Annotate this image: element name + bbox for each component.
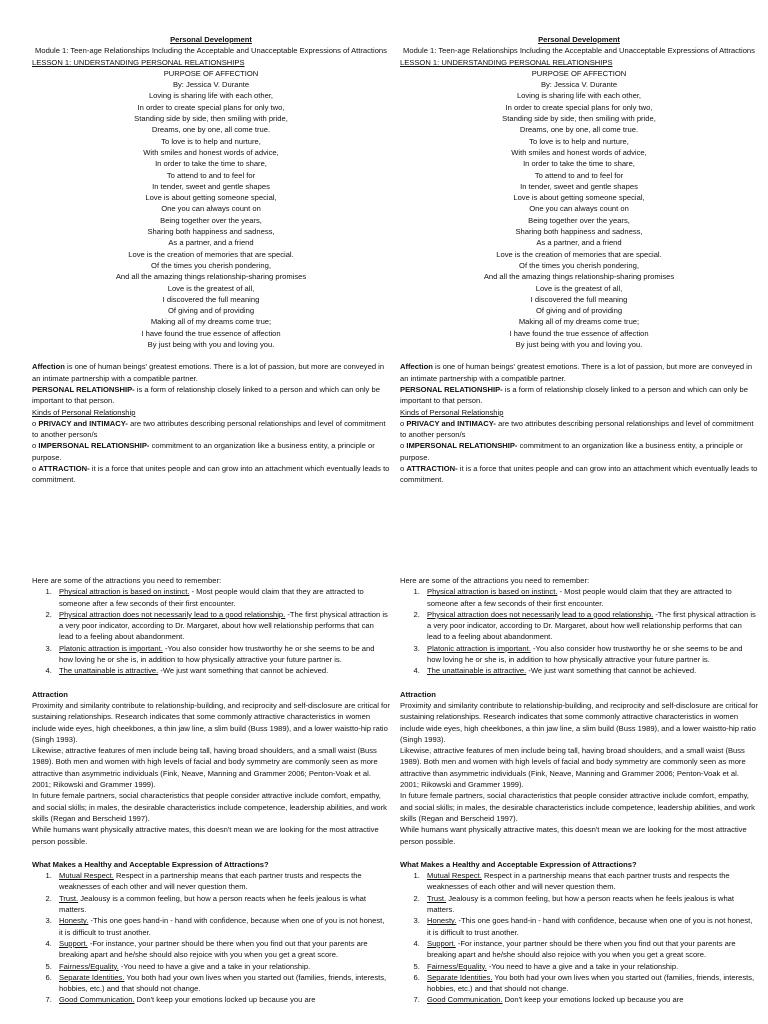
poem-line: In order to take the time to share,	[155, 159, 267, 169]
lesson-title: LESSON 1: UNDERSTANDING PERSONAL RELATIONSHIPS	[400, 57, 613, 67]
poem-author: By: Jessica V. Durante	[540, 80, 618, 90]
poem-line: Love is the creation of memories that are special.	[128, 249, 294, 259]
privacy-term: PRIVACY and INTIMACY-	[406, 418, 496, 428]
poem-line: Love is the greatest of all,	[167, 283, 255, 293]
poem-line: With smiles and honest words of advice,	[143, 147, 279, 157]
poem-line: In order to create special plans for only two,	[505, 102, 653, 112]
poem-line: I discovered the full meaning	[530, 294, 628, 304]
personal-term: PERSONAL RELATIONSHIP-	[400, 384, 503, 394]
list-item-label: Fairness/Equality.	[59, 961, 119, 971]
poem-line: Of the times you cherish pondering,	[151, 260, 271, 270]
list-item-text: -This one goes hand-in - hand with confidence, because when one of you is not honest, it is difficult to trust another.	[427, 916, 753, 937]
list-item	[422, 972, 758, 995]
list-item-label: Good Communication.	[59, 995, 135, 1005]
poem-line: And all the amazing things relationship-sharing promises	[483, 272, 675, 282]
poem-line: I have found the true essence of affection	[141, 328, 281, 338]
list-item-text: Don't keep your emotions locked up because you are	[502, 995, 684, 1005]
lesson-title: LESSON 1: UNDERSTANDING PERSONAL RELATIONSHIPS	[32, 57, 245, 67]
left-bottom-block	[32, 575, 390, 1006]
poem-line: In order to create special plans for only two,	[137, 102, 285, 112]
poem-line: Dreams, one by one, all come true.	[151, 125, 271, 135]
poem-line: And all the amazing things relationship-sharing promises	[115, 272, 307, 282]
list-item	[422, 586, 758, 609]
list-item-text: -The first physical attraction is a very poor indicator, according to Dr. Margaret, about how well relationship performs that can lead to a feeling about abandonment.	[59, 609, 388, 642]
poem-line: Making all of my dreams come true;	[150, 317, 272, 327]
poem-body	[400, 90, 758, 350]
poem-line: Of giving and of providing	[167, 306, 255, 316]
attraction-text: it is a force that unites people and can grow into an attachment which eventually leads to commitment.	[32, 463, 390, 485]
list-item	[54, 609, 390, 643]
list-item-text: -We just want something that cannot be achieved.	[526, 666, 697, 676]
poem-line: Loving is sharing life with each other,	[148, 91, 274, 101]
list-item-text: -You need to have a give and a take in your relationship.	[486, 961, 679, 971]
list-item-label: Separate Identities.	[59, 972, 125, 982]
list-item-text: -For instance, your partner should be there when you find out that your parents are breaking apart and he/she should also rejoice with you when you get a great score.	[59, 938, 368, 960]
list-item-label: Good Communication.	[427, 995, 503, 1005]
module-title: Module 1: Teen-age Relationships Including the Acceptable and Unacceptable Expressions of Attractions	[403, 46, 755, 56]
poem-line: To love is to help and nurture,	[529, 136, 629, 146]
list-item-text: Respect in a partnership means that each partner trusts and respects the weaknesses of each other and will never question them.	[59, 871, 362, 892]
list-item	[422, 961, 758, 972]
affection-text: is one of human beings' greatest emotions. There is a lot of passion, but more are conveyed in an intimate partnership with a compatible partner.	[400, 362, 753, 383]
list-item	[54, 586, 390, 609]
list-item-label: Support.	[59, 938, 88, 948]
list-item	[54, 994, 390, 1005]
privacy-text: are two attributes describing personal relationships and level of commitment to another person/s	[32, 418, 386, 440]
poem-line: Love is about getting someone special,	[145, 193, 277, 203]
attractions-intro: Here are some of the attractions you need to remember:	[400, 576, 590, 585]
poem-line: Sharing both happiness and sadness,	[515, 227, 643, 237]
affection-term: Affection	[32, 362, 65, 372]
attraction-paragraph-3: In future female partners, social characteristics that people consider attractive include comfort, empathy, and social skills; in males, the desirable characteristics include competence, leadership abilities, and work skills (Regan and Berscheid 1997).	[400, 791, 755, 823]
attraction-paragraph-2: Likewise, attractive features of men include being tall, having broad shoulders, and a small waist (Buss 1989). Both men and women with high levels of facial and body symmetry are commonly seen as more attractive than asymmetric individuals (Fink, Neave, Manning and Grammer 2006; Penton-Voak et al. 2001; Rikowski and Grammer 1999).	[400, 746, 746, 790]
attraction-paragraph-1: Proximity and similarity contribute to relationship-building, and reciprocity and self-disclosure are critical for sustaining relationships. Research indicates that some commonly attractive characteristics in women include wide eyes, high cheekbones, a thin jaw line, a slim build (Buss 1989), and a lower waistto-hip ratio (Singh 1993).	[400, 700, 758, 744]
list-item-label: Physical attraction does not necessarily lead to a good relationship.	[59, 609, 286, 619]
impersonal-definition	[400, 440, 758, 463]
list-item	[54, 915, 390, 938]
list-item	[422, 938, 758, 961]
list-item-label: Physical attraction is based on instinct.	[427, 587, 558, 597]
list-item-text: - Most people would claim that they are attracted to someone after a few seconds of their first encounter.	[427, 587, 732, 608]
personal-relationship-definition	[32, 384, 390, 407]
left-top-block	[32, 34, 390, 486]
kinds-heading: Kinds of Personal Relationship	[32, 407, 136, 417]
list-item	[422, 665, 758, 676]
list-item-text: You both had your own lives when you started out (families, friends, interests, hobbies, etc.) and that should not change.	[427, 972, 755, 994]
list-item-text: Respect in a partnership means that each partner trusts and respects the weaknesses of each other and will never question them.	[427, 871, 730, 892]
attraction-paragraph-2: Likewise, attractive features of men include being tall, having broad shoulders, and a small waist (Buss 1989). Both men and women with high levels of facial and body symmetry are commonly seen as more attractive than asymmetric individuals (Fink, Neave, Manning and Grammer 2006; Penton-Voak et al. 2001; Rikowski and Grammer 1999).	[32, 746, 378, 790]
poem-line: In tender, sweet and gentle shapes	[520, 181, 638, 191]
list-item-text: -We just want something that cannot be achieved.	[158, 666, 329, 676]
poem-line: In order to take the time to share,	[523, 159, 635, 169]
list-item	[54, 870, 390, 893]
attraction-heading: Attraction	[32, 689, 68, 699]
list-item-label: Mutual Respect.	[59, 871, 114, 881]
module-title: Module 1: Teen-age Relationships Including the Acceptable and Unacceptable Expressions of Attractions	[35, 46, 387, 56]
poem-line: Standing side by side, then smiling with pride,	[134, 114, 288, 124]
list-item-label: Mutual Respect.	[427, 871, 482, 881]
poem-line: To attend to and to feel for	[534, 170, 624, 180]
affection-term: Affection	[400, 362, 433, 372]
list-item-text: -You also consider how trustworthy he or she seems to be and how loving he or she is, in addition to how physically attractive your future partner is.	[427, 643, 743, 665]
definitions-block	[32, 361, 390, 485]
attraction-term: ATTRACTION-	[406, 463, 458, 473]
poem-line: Of the times you cherish pondering,	[519, 260, 639, 270]
list-item-label: Platonic attraction is important.	[427, 643, 531, 653]
bullet-marker: o	[400, 463, 405, 473]
poem-line: As a partner, and a friend	[536, 238, 622, 248]
impersonal-term: IMPERSONAL RELATIONSHIP-	[406, 441, 518, 451]
attractions-intro: Here are some of the attractions you need to remember:	[32, 576, 222, 585]
personal-text: is a form of relationship closely linked to a person and which can only be important to that person.	[400, 384, 748, 406]
poem-line: One you can always count on	[161, 204, 261, 214]
attraction-paragraph-4: While humans want physically attractive mates, this doesn't mean we are looking for the most attractive person possible.	[400, 825, 747, 846]
poem-line: By just being with you and loving you.	[515, 340, 643, 350]
list-item-label: Physical attraction does not necessarily lead to a good relationship.	[427, 609, 654, 619]
kinds-heading: Kinds of Personal Relationship	[400, 407, 504, 417]
list-item	[54, 643, 390, 666]
poem-title: PURPOSE OF AFFECTION	[531, 68, 627, 78]
list-item-text: -You also consider how trustworthy he or she seems to be and how loving he or she is, in addition to how physically attractive your future partner is.	[59, 643, 375, 665]
list-item	[422, 915, 758, 938]
poem-line: Being together over the years,	[160, 215, 262, 225]
list-item	[54, 893, 390, 916]
poem-title: PURPOSE OF AFFECTION	[163, 68, 259, 78]
poem-line: Being together over the years,	[528, 215, 630, 225]
attraction-definition	[400, 463, 758, 486]
attraction-paragraph-4: While humans want physically attractive mates, this doesn't mean we are looking for the most attractive person possible.	[32, 825, 379, 846]
bullet-marker: o	[400, 441, 405, 451]
poem-line: I have found the true essence of affection	[509, 328, 649, 338]
healthy-list	[400, 870, 758, 1006]
definitions-block	[400, 361, 758, 485]
affection-definition	[400, 361, 758, 384]
healthy-heading: What Makes a Healthy and Acceptable Expression of Attractions?	[32, 859, 269, 869]
privacy-term: PRIVACY and INTIMACY-	[38, 418, 128, 428]
subject-title: Personal Development	[170, 35, 252, 44]
list-item-label: Trust.	[59, 893, 79, 903]
impersonal-term: IMPERSONAL RELATIONSHIP-	[38, 441, 150, 451]
poem-line: Love is the creation of memories that are special.	[496, 249, 662, 259]
bullet-marker: o	[32, 441, 37, 451]
list-item-text: Jealousy is a common feeling, but how a person reacts when he feels jealous is what matters.	[59, 893, 367, 915]
bullet-marker: o	[32, 463, 37, 473]
list-item	[422, 994, 758, 1005]
affection-definition	[32, 361, 390, 384]
personal-relationship-definition	[400, 384, 758, 407]
list-item	[422, 643, 758, 666]
list-item-text: -This one goes hand-in - hand with confidence, because when one of you is not honest, it is difficult to trust another.	[59, 916, 385, 937]
privacy-definition	[32, 418, 390, 441]
poem-line: Dreams, one by one, all come true.	[519, 125, 639, 135]
attraction-heading: Attraction	[400, 689, 436, 699]
list-item	[54, 961, 390, 972]
list-item-text: Don't keep your emotions locked up because you are	[134, 995, 316, 1005]
list-item	[54, 665, 390, 676]
bullet-marker: o	[32, 418, 37, 428]
poem-line: Making all of my dreams come true;	[518, 317, 640, 327]
poem-line: With smiles and honest words of advice,	[511, 147, 647, 157]
list-item-text: -For instance, your partner should be there when you find out that your parents are breaking apart and he/she should also rejoice with you when you get a great score.	[427, 938, 736, 960]
poem-line: Standing side by side, then smiling with pride,	[502, 114, 656, 124]
poem-line: Love is about getting someone special,	[513, 193, 645, 203]
subject-title: Personal Development	[538, 35, 620, 44]
list-item-label: Physical attraction is based on instinct.	[59, 587, 190, 597]
right-top-block	[400, 34, 758, 486]
list-item-label: Honesty.	[59, 916, 89, 926]
list-item-label: Separate Identities.	[427, 972, 493, 982]
bullet-marker: o	[400, 418, 405, 428]
personal-text: is a form of relationship closely linked to a person and which can only be important to that person.	[32, 384, 380, 406]
list-item-text: -The first physical attraction is a very poor indicator, according to Dr. Margaret, about how well relationship performs that can lead to a feeling about abandonment.	[427, 609, 756, 642]
list-item-text: You both had your own lives when you started out (families, friends, interests, hobbies, etc.) and that should not change.	[59, 972, 387, 994]
affection-text: is one of human beings' greatest emotions. There is a lot of passion, but more are conveyed in an intimate partnership with a compatible partner.	[32, 362, 385, 383]
impersonal-definition	[32, 440, 390, 463]
list-item-text: Jealousy is a common feeling, but how a person reacts when he feels jealous is what matters.	[427, 893, 735, 915]
poem-line: Sharing both happiness and sadness,	[147, 227, 275, 237]
impersonal-text: commitment to an organization like a business entity, a principle or purpose.	[400, 441, 743, 462]
attractions-list	[400, 586, 758, 676]
attraction-term: ATTRACTION-	[38, 463, 90, 473]
poem-line: Love is the greatest of all,	[535, 283, 623, 293]
list-item-text: -You need to have a give and a take in your relationship.	[118, 961, 311, 971]
privacy-text: are two attributes describing personal relationships and level of commitment to another person/s	[400, 418, 754, 440]
poem-line: Loving is sharing life with each other,	[516, 91, 642, 101]
privacy-definition	[400, 418, 758, 441]
attraction-paragraph-3: In future female partners, social characteristics that people consider attractive include comfort, empathy, and social skills; in males, the desirable characteristics include competence, leadership abilities, and work skills (Regan and Berscheid 1997).	[32, 791, 387, 823]
poem-line: I discovered the full meaning	[162, 294, 260, 304]
list-item-label: The unattainable is attractive.	[59, 666, 159, 676]
attraction-definition	[32, 463, 390, 486]
list-item-label: The unattainable is attractive.	[427, 666, 527, 676]
poem-line: To love is to help and nurture,	[161, 136, 261, 146]
poem-line: In tender, sweet and gentle shapes	[152, 181, 270, 191]
personal-term: PERSONAL RELATIONSHIP-	[32, 384, 135, 394]
list-item	[54, 938, 390, 961]
poem-author: By: Jessica V. Durante	[172, 80, 250, 90]
list-item-label: Trust.	[427, 893, 447, 903]
poem-line: By just being with you and loving you.	[147, 340, 275, 350]
impersonal-text: commitment to an organization like a business entity, a principle or purpose.	[32, 441, 375, 462]
list-item-text: - Most people would claim that they are attracted to someone after a few seconds of their first encounter.	[59, 587, 364, 608]
poem-line: To attend to and to feel for	[166, 170, 256, 180]
attraction-paragraph-1: Proximity and similarity contribute to relationship-building, and reciprocity and self-disclosure are critical for sustaining relationships. Research indicates that some commonly attractive characteristics in women include wide eyes, high cheekbones, a thin jaw line, a slim build (Buss 1989), and a lower waistto-hip ratio (Singh 1993).	[32, 700, 390, 744]
attractions-list	[32, 586, 390, 676]
poem-body	[32, 90, 390, 350]
list-item-label: Fairness/Equality.	[427, 961, 487, 971]
attraction-text: it is a force that unites people and can grow into an attachment which eventually leads to commitment.	[400, 463, 758, 485]
poem-line: As a partner, and a friend	[168, 238, 254, 248]
list-item	[422, 870, 758, 893]
list-item	[422, 893, 758, 916]
right-bottom-block	[400, 575, 758, 1006]
healthy-heading: What Makes a Healthy and Acceptable Expression of Attractions?	[400, 859, 637, 869]
healthy-list	[32, 870, 390, 1006]
list-item-label: Honesty.	[427, 916, 457, 926]
poem-line: One you can always count on	[529, 204, 629, 214]
list-item	[54, 972, 390, 995]
list-item	[422, 609, 758, 643]
poem-line: Of giving and of providing	[535, 306, 623, 316]
list-item-label: Support.	[427, 938, 456, 948]
list-item-label: Platonic attraction is important.	[59, 643, 163, 653]
